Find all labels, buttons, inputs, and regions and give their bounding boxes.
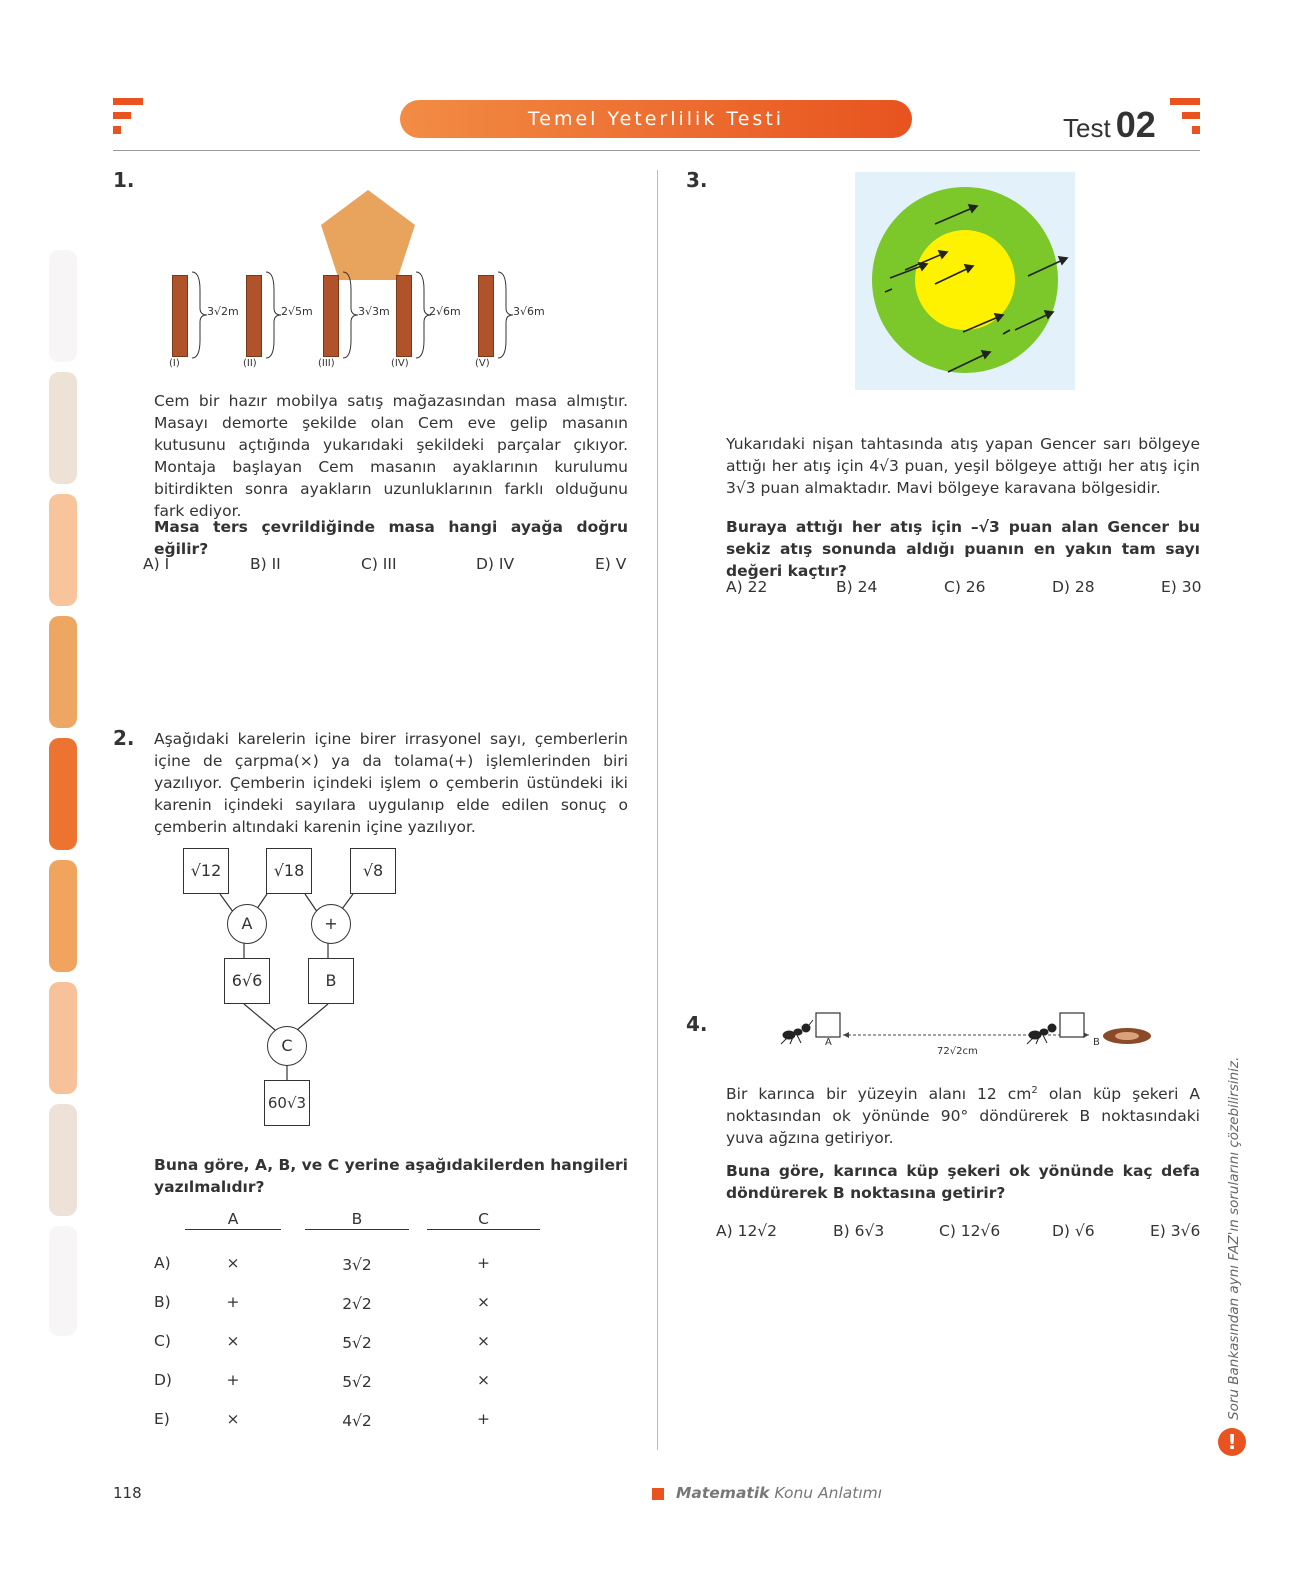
table-cell-b: 5√2 <box>342 1373 372 1391</box>
table-header-b: B <box>305 1210 409 1230</box>
tree-circle-a: A <box>227 904 267 944</box>
q1-option-e[interactable]: E) V <box>595 555 627 573</box>
q1-option-d[interactable]: D) IV <box>476 555 515 573</box>
table-cell-c: × <box>477 1293 490 1311</box>
table-cell-a: × <box>226 1410 240 1428</box>
q4-figure <box>775 1010 1155 1060</box>
footer-subject-rest: Konu Anlatımı <box>774 1484 883 1502</box>
side-tab-4 <box>49 616 77 728</box>
side-tab-2 <box>49 372 77 484</box>
q3-option-d[interactable]: D) 28 <box>1052 578 1095 596</box>
q1-legs <box>160 270 640 380</box>
table-cell-c: × <box>477 1332 490 1350</box>
brand-logo-right <box>1170 98 1200 138</box>
test-number: 02 <box>1115 104 1156 145</box>
tree-box-6sqrt6: 6√6 <box>224 958 270 1004</box>
table-row-label[interactable]: A) <box>154 1254 171 1272</box>
q1-number: 1. <box>113 168 135 192</box>
leg-5-roman: (V) <box>475 358 490 369</box>
table-cell-b: 3√2 <box>342 1256 372 1274</box>
side-tab-9 <box>49 1226 77 1336</box>
side-tab-7 <box>49 982 77 1094</box>
q3-target-figure <box>855 172 1075 390</box>
leg-1 <box>172 275 188 357</box>
test-label <box>1063 104 1156 144</box>
leg-5-length: 3√6m <box>513 305 545 318</box>
q1-body: Cem bir hazır mobilya satış mağazasından masa almıştır. Masayı demorte şekilde olan Cem eve gelip masanın kutusunu açtığında yukarıdaki şekildeki parçalar çıkıyor. Montaja başlayan Cem masanın ayaklarının kurulumu bitirdikten sonra ayakların uzunluklarının farklı olduğunu fark ediyor. <box>154 392 628 520</box>
table-row-label[interactable]: D) <box>154 1371 172 1389</box>
cube-left <box>816 1013 840 1037</box>
table-row-label[interactable]: B) <box>154 1293 171 1311</box>
tree-box-sqrt12: √12 <box>183 848 229 894</box>
q4-point-a: A <box>825 1037 832 1048</box>
leg-2-length: 2√5m <box>281 305 313 318</box>
q3-option-c[interactable]: C) 26 <box>944 578 986 596</box>
footer-subject-bold: Matematik <box>676 1484 770 1502</box>
q4-distance-label: 72√2cm <box>937 1046 978 1057</box>
column-divider <box>657 170 658 1450</box>
side-tab-5 <box>49 738 77 850</box>
q3-option-e[interactable]: E) 30 <box>1161 578 1202 596</box>
q3-option-a[interactable]: A) 22 <box>726 578 768 596</box>
tree-box-sqrt8: √8 <box>350 848 396 894</box>
table-cell-a: + <box>226 1293 240 1311</box>
table-cell-c: + <box>477 1254 490 1272</box>
leg-4-roman: (IV) <box>391 358 409 369</box>
q4-question: Buna göre, karınca küp şekeri ok yönünde kaç defa döndürerek B noktasına getirir? <box>726 1162 1200 1202</box>
table-cell-b: 5√2 <box>342 1334 372 1352</box>
leg-4-length: 2√6m <box>429 305 461 318</box>
test-word: Test <box>1063 113 1111 143</box>
header-divider <box>113 150 1200 151</box>
q4-point-b: B <box>1093 1037 1100 1048</box>
q1-option-a[interactable]: A) I <box>143 555 170 573</box>
ant-right-icon <box>1027 1024 1056 1044</box>
q4-option-a[interactable]: A) 12√2 <box>716 1222 778 1240</box>
footer-square <box>652 1488 664 1500</box>
tree-box-b: B <box>308 958 354 1004</box>
side-tab-8 <box>49 1104 77 1216</box>
tree-box-result: 60√3 <box>264 1080 310 1126</box>
q2-body: Aşağıdaki karelerin içine birer irrasyonel sayı, çemberlerin içine de çarpma(×) ya da tolama(+) işlemlerinden biri yazılıyor. Çemberin içindeki işlem o çemberin üstündeki iki karenin içindeki sayılara uygulanıp elde edilen sonuç o çemberin altındaki karenin içine yazılıyor. <box>154 730 628 836</box>
table-header-c: C <box>427 1210 540 1230</box>
table-cell-c: × <box>477 1371 490 1389</box>
q2-tree <box>170 848 430 1138</box>
leg-1-roman: (I) <box>169 358 180 369</box>
table-header-a: A <box>185 1210 281 1230</box>
info-icon: ! <box>1218 1428 1246 1456</box>
q2-answer-table <box>145 1210 645 1450</box>
table-cell-a: + <box>226 1371 240 1389</box>
footer-subject <box>676 1484 882 1502</box>
side-note-text: Soru Bankasından aynı FAZ'ın sorularını çözebilirsiniz. <box>1226 1056 1242 1420</box>
leg-3 <box>323 275 339 357</box>
q3-number: 3. <box>686 168 708 192</box>
q4-body-1: Bir karınca bir yüzeyin alanı 12 cm <box>726 1085 1032 1104</box>
q1-question: Masa ters çevrildiğinde masa hangi ayağa doğru eğilir? <box>154 518 628 558</box>
table-cell-a: × <box>226 1254 240 1272</box>
side-tab-6 <box>49 860 77 972</box>
table-row-label[interactable]: E) <box>154 1410 170 1428</box>
tabletop-pentagon <box>321 190 415 280</box>
q3-option-b[interactable]: B) 24 <box>836 578 878 596</box>
table-cell-c: + <box>477 1410 490 1428</box>
cube-right <box>1060 1013 1084 1037</box>
leg-2 <box>246 275 262 357</box>
q4-body-2: olan küp şekeri A noktasından ok yönünde 90° döndürerek B noktasındaki yuva ağzına getiriyor. <box>726 1085 1200 1148</box>
q4-number: 4. <box>686 1012 708 1036</box>
q2-question: Buna göre, A, B, ve C yerine aşağıdakilerden hangileri yazılmalıdır? <box>154 1156 628 1196</box>
leg-3-roman: (III) <box>318 358 335 369</box>
q4-option-c[interactable]: C) 12√6 <box>939 1222 1001 1240</box>
table-cell-b: 2√2 <box>342 1295 372 1313</box>
ant-left-icon <box>781 1020 813 1044</box>
table-cell-b: 4√2 <box>342 1412 372 1430</box>
q2-number: 2. <box>113 726 135 750</box>
q4-body <box>726 1080 1200 1149</box>
side-tab-3 <box>49 494 77 606</box>
q3-body: Yukarıdaki nişan tahtasında atış yapan Gencer sarı bölgeye attığı her atış için 4√3 puan, yeşil bölgeye attığı her atış için 3√3 puan almaktadır. Mavi bölgeye karavana bölgesidir. <box>726 435 1200 497</box>
q4-body-sup: 2 <box>1031 1085 1038 1096</box>
table-cell-a: × <box>226 1332 240 1350</box>
tree-box-sqrt18: √18 <box>266 848 312 894</box>
q1-option-b[interactable]: B) II <box>250 555 281 573</box>
q3-question: Buraya attığı her atış için –√3 puan alan Gencer bu sekiz atış sonunda aldığı puanın en yakın tam sayı değeri kaçtır? <box>726 518 1200 580</box>
leg-1-length: 3√2m <box>207 305 239 318</box>
q4-option-d[interactable]: D) √6 <box>1052 1222 1095 1240</box>
q4-option-b[interactable]: B) 6√3 <box>833 1222 885 1240</box>
leg-3-length: 3√3m <box>358 305 390 318</box>
brand-logo-left <box>113 98 143 136</box>
table-row-label[interactable]: C) <box>154 1332 171 1350</box>
leg-2-roman: (II) <box>243 358 257 369</box>
leg-4 <box>396 275 412 357</box>
tree-circle-c: C <box>267 1026 307 1066</box>
q1-option-c[interactable]: C) III <box>361 555 397 573</box>
tree-circle-plus: + <box>311 904 351 944</box>
banner-title: Temel Yeterlilik Testi <box>400 100 912 138</box>
page-number: 118 <box>113 1484 142 1502</box>
q4-option-e[interactable]: E) 3√6 <box>1150 1222 1201 1240</box>
side-tab-1 <box>49 250 77 362</box>
leg-5 <box>478 275 494 357</box>
